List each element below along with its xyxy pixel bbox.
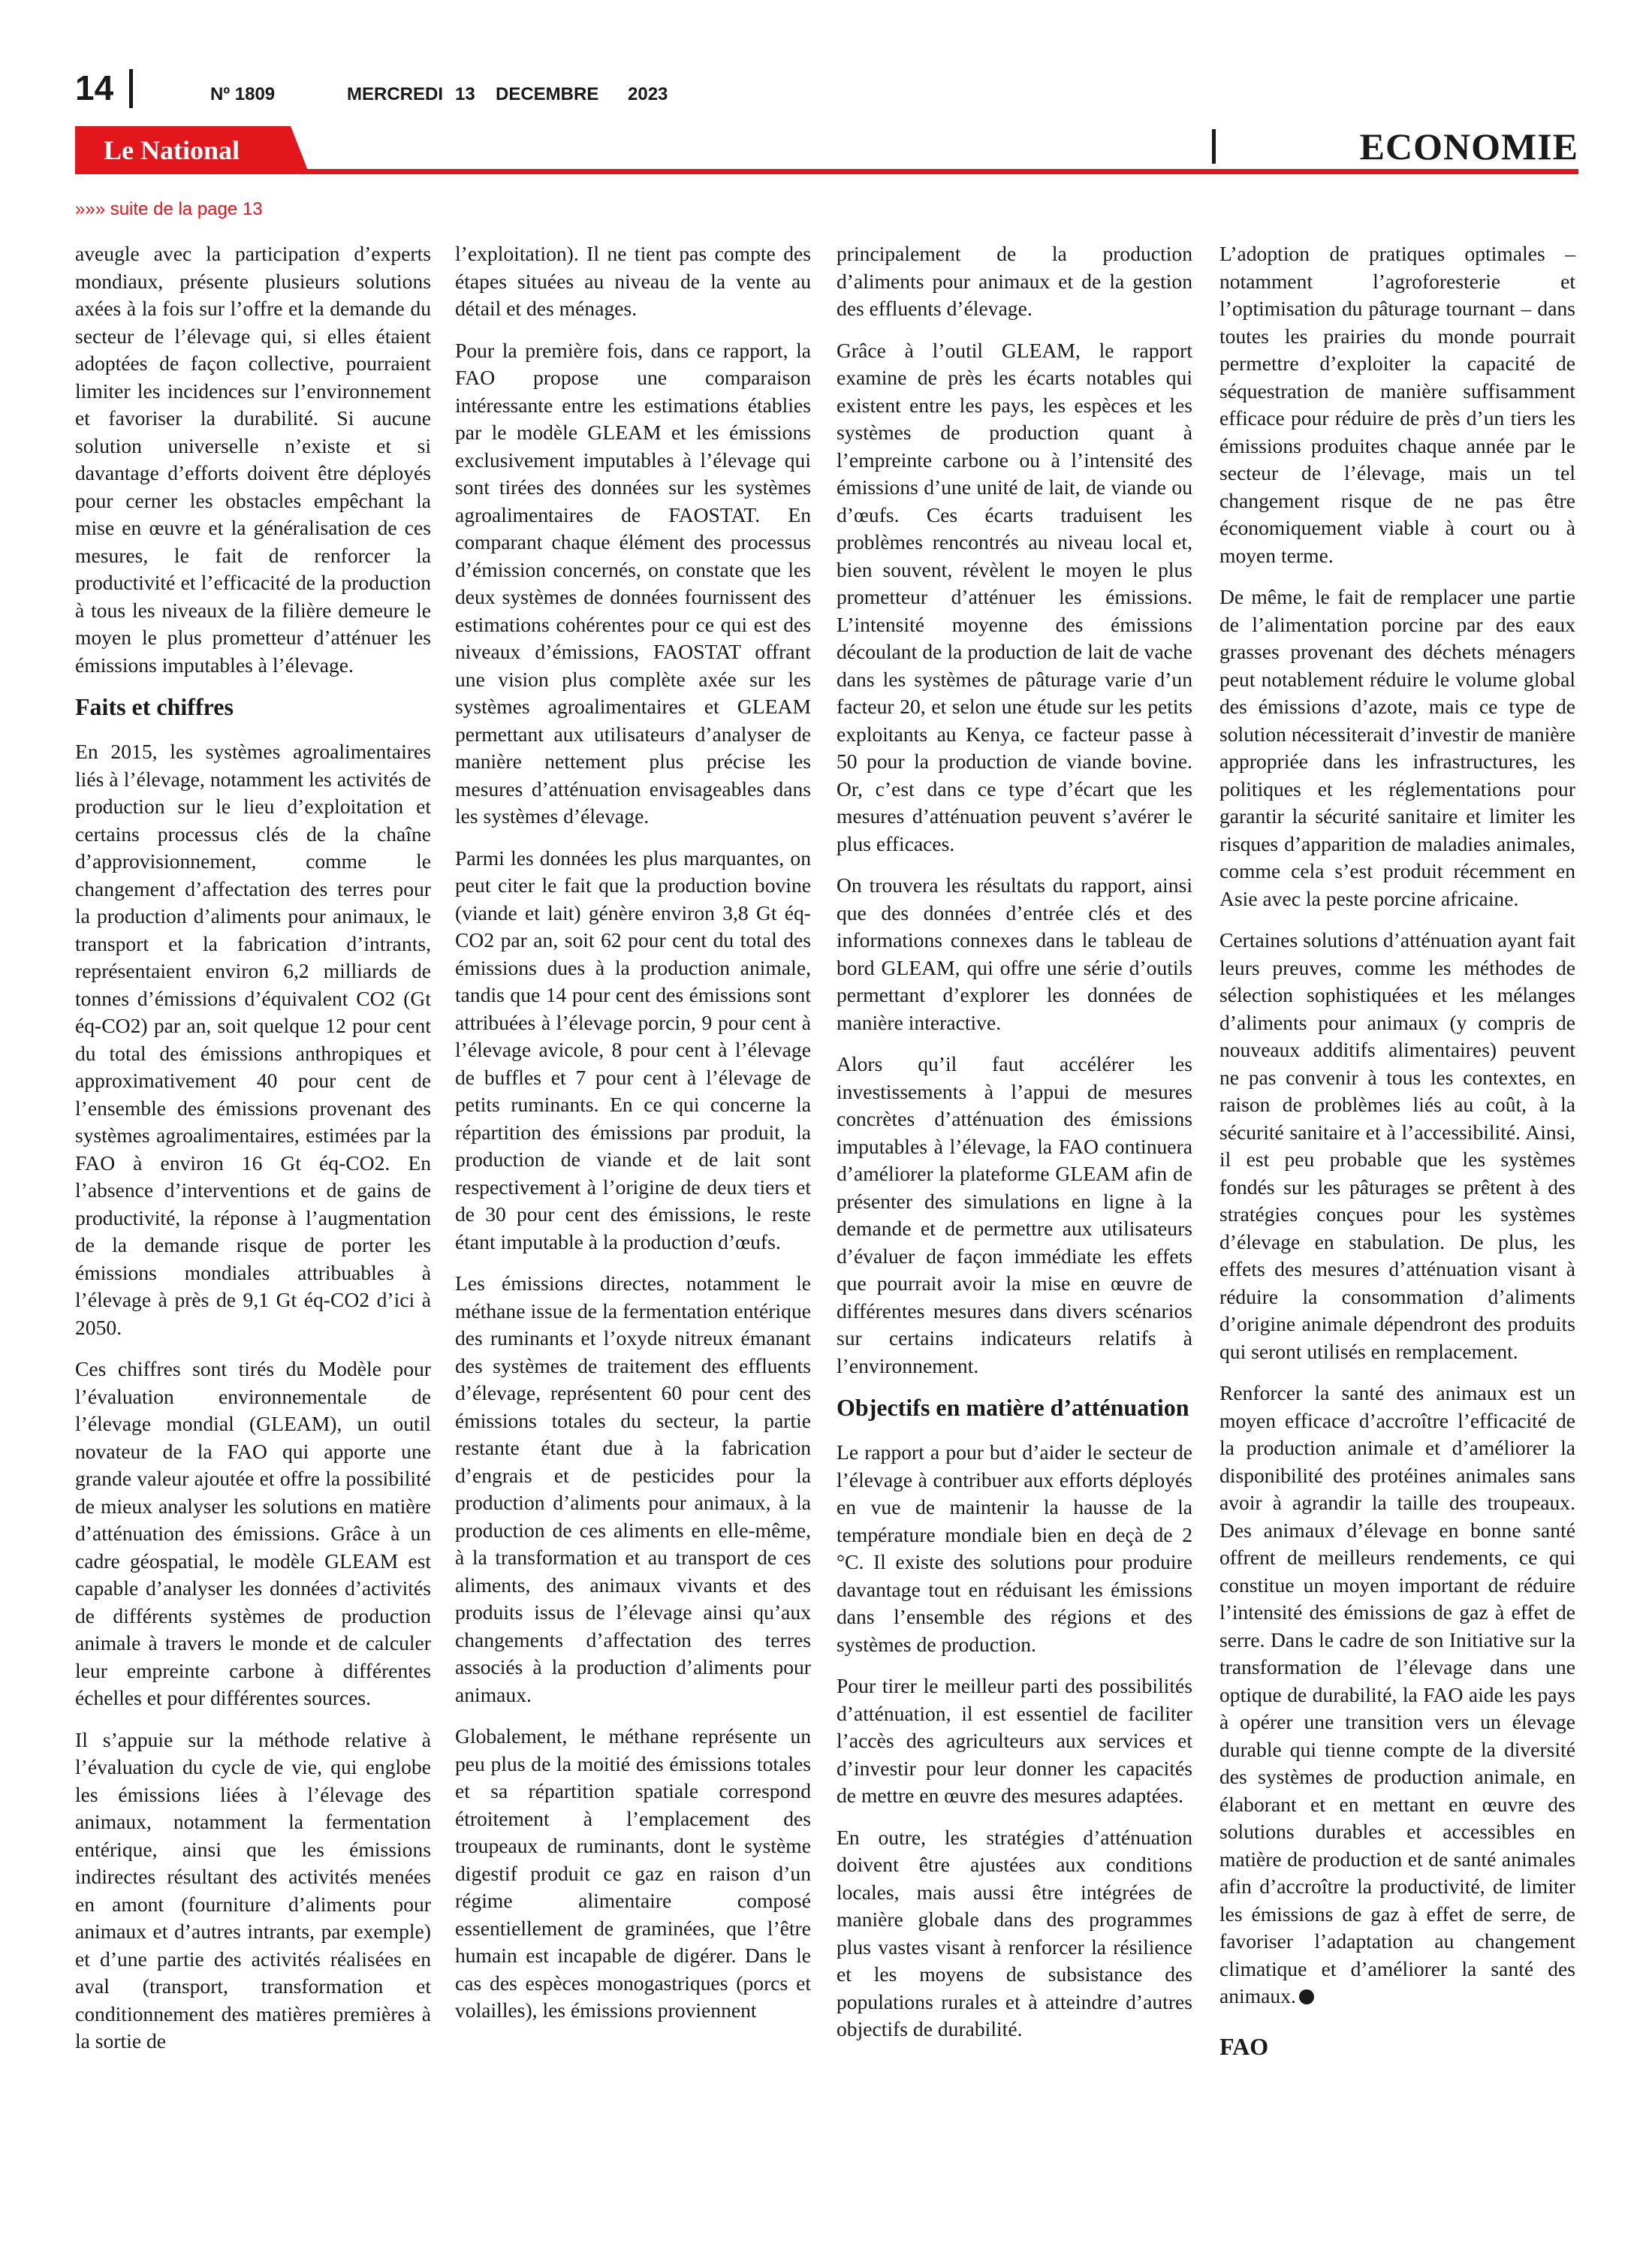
paragraph: Le rapport a pour but d’aider le secteur de l’élevage à contribuer aux efforts déployés en vue de maintenir la hausse de la température mondiale bien en deçà de 2 °C. Il existe des solutions pour produire davantage tout en réduisant les émissions dans l’ensemble des régions et des systèmes de production. xyxy=(837,1440,1192,1656)
paragraph: Pour tirer le meilleur parti des possibilités d’atténuation, il est essentiel de faciliter l’accès des agriculteurs aux services et d’investir pour leur donner les capacités de mettre en œuvre des mesures adaptées. xyxy=(837,1674,1192,1807)
paragraph: Globalement, le méthane représente un peu plus de la moitié des émissions totales et sa répartition spatiale correspond étroitement à l’emplacement des troupeaux de ruminants, dont le système digestif produit ce gaz en raison d’un régime alimentaire composé essentiellement de graminées, que l’être humain est incapable de digérer. Dans le cas des espèces monogastriques (porcs et volailles), les émissions proviennent xyxy=(455,1724,811,2022)
subheading: Faits et chiffres xyxy=(75,693,234,720)
article-column-2 xyxy=(455,240,811,2039)
date-day: MERCREDI xyxy=(347,84,444,104)
rubric-divider xyxy=(1212,129,1216,164)
article-column-1 xyxy=(75,240,431,2070)
section-rubric: ECONOMIE xyxy=(1359,125,1578,167)
article-signature: FAO xyxy=(1219,2032,1269,2060)
paragraph: On trouvera les résultats du rapport, ainsi que des données d’entrée clés et des informations connexes dans le tableau de bord GLEAM, qui offre une série d’outils permettant d’explorer les données de manière interactive. xyxy=(837,873,1192,1034)
masthead xyxy=(0,0,1652,219)
article-column-4 xyxy=(1219,240,1575,2060)
subheading: Objectifs en matière d’atténuation xyxy=(837,1394,1189,1421)
paragraph-text: Renforcer la santé des animaux est un moyen efficace d’accroître l’efficacité de la production animale et d’améliorer la disponibilité des protéines animales sans avoir à agrandir la taille des troupeaux. Des animaux d’élevage en bonne santé offrent de meilleurs rendements, ce qui constitue un moyen important de réduire l’intensité des émissions de gaz à effet de serre. Dans le cadre de son Initiative sur la transformation de l’élevage dans une optique de durabilité, la FAO aide les pays à opérer une transition vers un élevage durable qui tienne compte de la diversité des systèmes de production animale, en élaborant et en mettant en œuvre des solutions durables et accessibles en matière de production et de santé animales afin d’accroître la productivité, de limiter les émissions de gaz à effet de serre, de favoriser l’adaptation au changement climatique et d’améliorer la santé des animaux. xyxy=(1219,1381,1575,2007)
paragraph: L’adoption de pratiques optimales – notamment l’agroforesterie et l’optimisation du pâturage tournant – dans toutes les prairies du monde pourrait permettre d’exploiter la capacité de séquestration de manière suffisamment efficace pour réduire de près d’un tiers les émissions produites chaque année par le secteur de l’élevage, mais un tel changement risque de ne pas être économiquement viable à court ou à moyen terme. xyxy=(1219,242,1575,567)
page-number-divider xyxy=(129,69,133,108)
article-column-3 xyxy=(837,240,1192,2058)
paragraph xyxy=(1219,1380,1575,2010)
paragraph: De même, le fait de remplacer une partie de l’alimentation porcine par des eaux grasses provenant des déchets ménagers peut notablement réduire le volume global des émissions d’azote, mais ce type de solution nécessiterait d’investir de manière appropriée dans les infrastructures, les politiques et les réglementations pour garantir la sécurité sanitaire et limiter les risques d’apparition de maladies animales, comme cela s’est produit récemment en Asie avec la peste porcine africaine. xyxy=(1219,585,1575,910)
date-month: DECEMBRE xyxy=(496,84,599,104)
paragraph: Alors qu’il faut accélérer les investissements à l’appui de mesures concrètes d’atténuation des émissions imputables à l’élevage, la FAO continuera d’améliorer la plateforme GLEAM afin de présenter des simulations en ligne à la demande et de permettre aux utilisateurs d’évaluer de façon immédiate les effets que pourrait avoir la mise en œuvre de différentes mesures dans divers scénarios sur certains indicateurs relatifs à l’environnement. xyxy=(837,1052,1192,1377)
date-number: 13 xyxy=(455,84,475,104)
date-year: 2023 xyxy=(628,84,668,104)
page-number: 14 xyxy=(75,68,114,107)
paragraph: Pour la première fois, dans ce rapport, la FAO propose une comparaison intéressante entre les estimations établies par le modèle GLEAM et les émissions exclusivement imputables à l’élevage qui sont tirées des données sur les systèmes agroalimentaires de FAOSTAT. En comparant chaque élément des processus d’émission concernés, on constate que les deux systèmes de données fournissent des estimations cohérentes pour ce qui est des niveaux d’émissions, FAOSTAT offrant une vision plus complète axée sur les systèmes agroalimentaires et GLEAM permettant aux utilisateurs d’analyser de manière nettement plus précise les mesures d’atténuation envisageables dans les systèmes d’élevage. xyxy=(455,338,811,828)
paragraph: Les émissions directes, notamment le méthane issue de la fermentation entérique des ruminants et l’oxyde nitreux émanant des systèmes de traitement des effluents d’élevage, représentent 60 pour cent des émissions totales du secteur, la partie restante étant due à la fabrication d’engrais et de pesticides pour la production d’aliments pour animaux, à la production de ces aliments en elle-même, à la transformation et au transport de ces aliments, des animaux vivants et des produits issus de l’élevage ainsi qu’aux changements d’affectation des terres associés à la production d’aliments pour animaux. xyxy=(455,1271,811,1706)
paragraph: Il s’appuie sur la méthode relative à l’évaluation du cycle de vie, qui englobe les émissions liées à l’élevage des animaux, notamment la fermentation entérique, ainsi que les émissions indirectes résultant des activités menées en amont (fourniture d’aliments pour animaux et d’autres intrants, par exemple) et d’une partie des activités réalisées en aval (transport, transformation et conditionnement des matières premières à la sortie de xyxy=(75,1727,431,2052)
paragraph: aveugle avec la participation d’experts mondiaux, présente plusieurs solutions axées à la fois sur l’offre et la demande du secteur de l’élevage qui, si elles étaient adoptées de façon collective, pourraient limiter les incidences sur l’environnement et favoriser la durabilité. Si aucune solution universelle n’existe et si davantage d’efforts doivent être déployés pour cerner les obstacles empêchant la mise en œuvre et la généralisation de ces mesures, le fait de renforcer la productivité et l’efficacité de la production à tous les niveaux de la filière demeure le moyen le plus prometteur d’atténuer les émissions imputables à l’élevage. xyxy=(75,242,431,677)
paragraph: Ces chiffres sont tirés du Modèle pour l’évaluation environnementale de l’élevage mondial (GLEAM), un outil novateur de la FAO qui apporte une grande valeur ajoutée et offre la possibilité de mieux analyser les solutions en matière d’atténuation des émissions. Grâce à un cadre géospatial, le modèle GLEAM est capable d’analyser les données d’activités de différents systèmes de production animale à travers le monde et de calculer leur empreinte carbone à différentes échelles et pour différentes sources. xyxy=(75,1357,431,1709)
end-of-article-icon xyxy=(1299,1989,1314,2004)
paragraph: principalement de la production d’aliments pour animaux et de la gestion des effluents d’élevage. xyxy=(837,242,1192,320)
paragraph: l’exploitation). Il ne tient pas compte des étapes situées au niveau de la vente au détail et des ménages. xyxy=(455,242,811,320)
issue-number: Nº 1809 xyxy=(210,84,276,104)
paragraph: Grâce à l’outil GLEAM, le rapport examine de près les écarts notables qui existent entre les pays, les espèces et les systèmes de production quant à l’empreinte carbone ou à l’intensité des émissions d’une unité de lait, de viande ou d’œufs. Ces écarts traduisent les problèmes rencontrés au niveau local et, bien souvent, révèlent le moyen le plus prometteur d’atténuer les émissions. L’intensité moyenne des émissions découlant de la production de lait de vache dans les systèmes de pâturage varie d’un facteur 20, et selon une étude sur les petits exploitants au Kenya, ce facteur passe à 50 pour la production de viande bovine. Or, c’est dans ce type d’écart que les mesures d’atténuation peuvent s’avérer le plus efficaces. xyxy=(837,338,1192,855)
paragraph: Parmi les données les plus marquantes, on peut citer le fait que la production bovine (viande et lait) génère environ 3,8 Gt éq-CO2 par an, soit 62 pour cent du total des émissions dues à la production animale, tandis que 14 pour cent des émissions sont attribuées à l’élevage porcin, 9 pour cent à l’élevage avicole, 8 pour cent à l’élevage de buffles et 7 pour cent à l’élevage de petits ruminants. En ce qui concerne la répartition des émissions par produit, la production de viande et de lait sont respectivement à l’origine de deux tiers et de 30 pour cent des émissions, le reste étant imputable à la production d’œufs. xyxy=(455,846,811,1253)
paragraph: En outre, les stratégies d’atténuation doivent être ajustées aux conditions locales, mais aussi être intégrées de manière globale dans des programmes plus vastes visant à renforcer la résilience et les moyens de subsistance des populations rurales et à atteindre d’autres objectifs de durabilité. xyxy=(837,1825,1192,2040)
continued-from-link[interactable]: »»» suite de la page 13 xyxy=(75,199,263,219)
paragraph: Certaines solutions d’atténuation ayant fait leurs preuves, comme les méthodes de sélection sophistiquées et les mélanges d’aliments pour animaux (y compris de nouveaux additifs alimentaires) peuvent ne pas convenir à tous les contextes, en raison de problèmes liés au coût, à la sécurité sanitaire et à l’accessibilité. Ainsi, il est peu probable que les systèmes fondés sur les pâturages se prêtent à des stratégies conçues pour les systèmes d’élevage en stabulation. De plus, les effets des mesures d’atténuation visant à réduire la consommation d’aliments d’origine animale dépendront des produits qui seront utilisés en remplacement. xyxy=(1219,928,1575,1363)
paragraph: En 2015, les systèmes agroalimentaires liés à l’élevage, notamment les activités de production sur le lieu d’exploitation et certains processus clés de la chaîne d’approvisionnement, comme le changement d’affectation des terres pour la production d’aliments pour animaux, le transport et la fabrication d’intrants, représentaient environ 6,2 milliards de tonnes d’émissions d’équivalent CO2 (Gt éq-CO2) par an, soit quelque 12 pour cent du total des émissions anthropiques et approximativement 40 pour cent de l’ensemble des émissions provenant des systèmes agroalimentaires, estimées par la FAO à environ 16 Gt éq-CO2. En l’absence d’interventions et de gains de productivité, la réponse à l’augmentation de la demande risque de porter les émissions mondiales attribuables à l’élevage à près de 9,1 Gt éq-CO2 d’ici à 2050. xyxy=(75,740,431,1339)
newspaper-brand: Le National xyxy=(104,135,240,165)
